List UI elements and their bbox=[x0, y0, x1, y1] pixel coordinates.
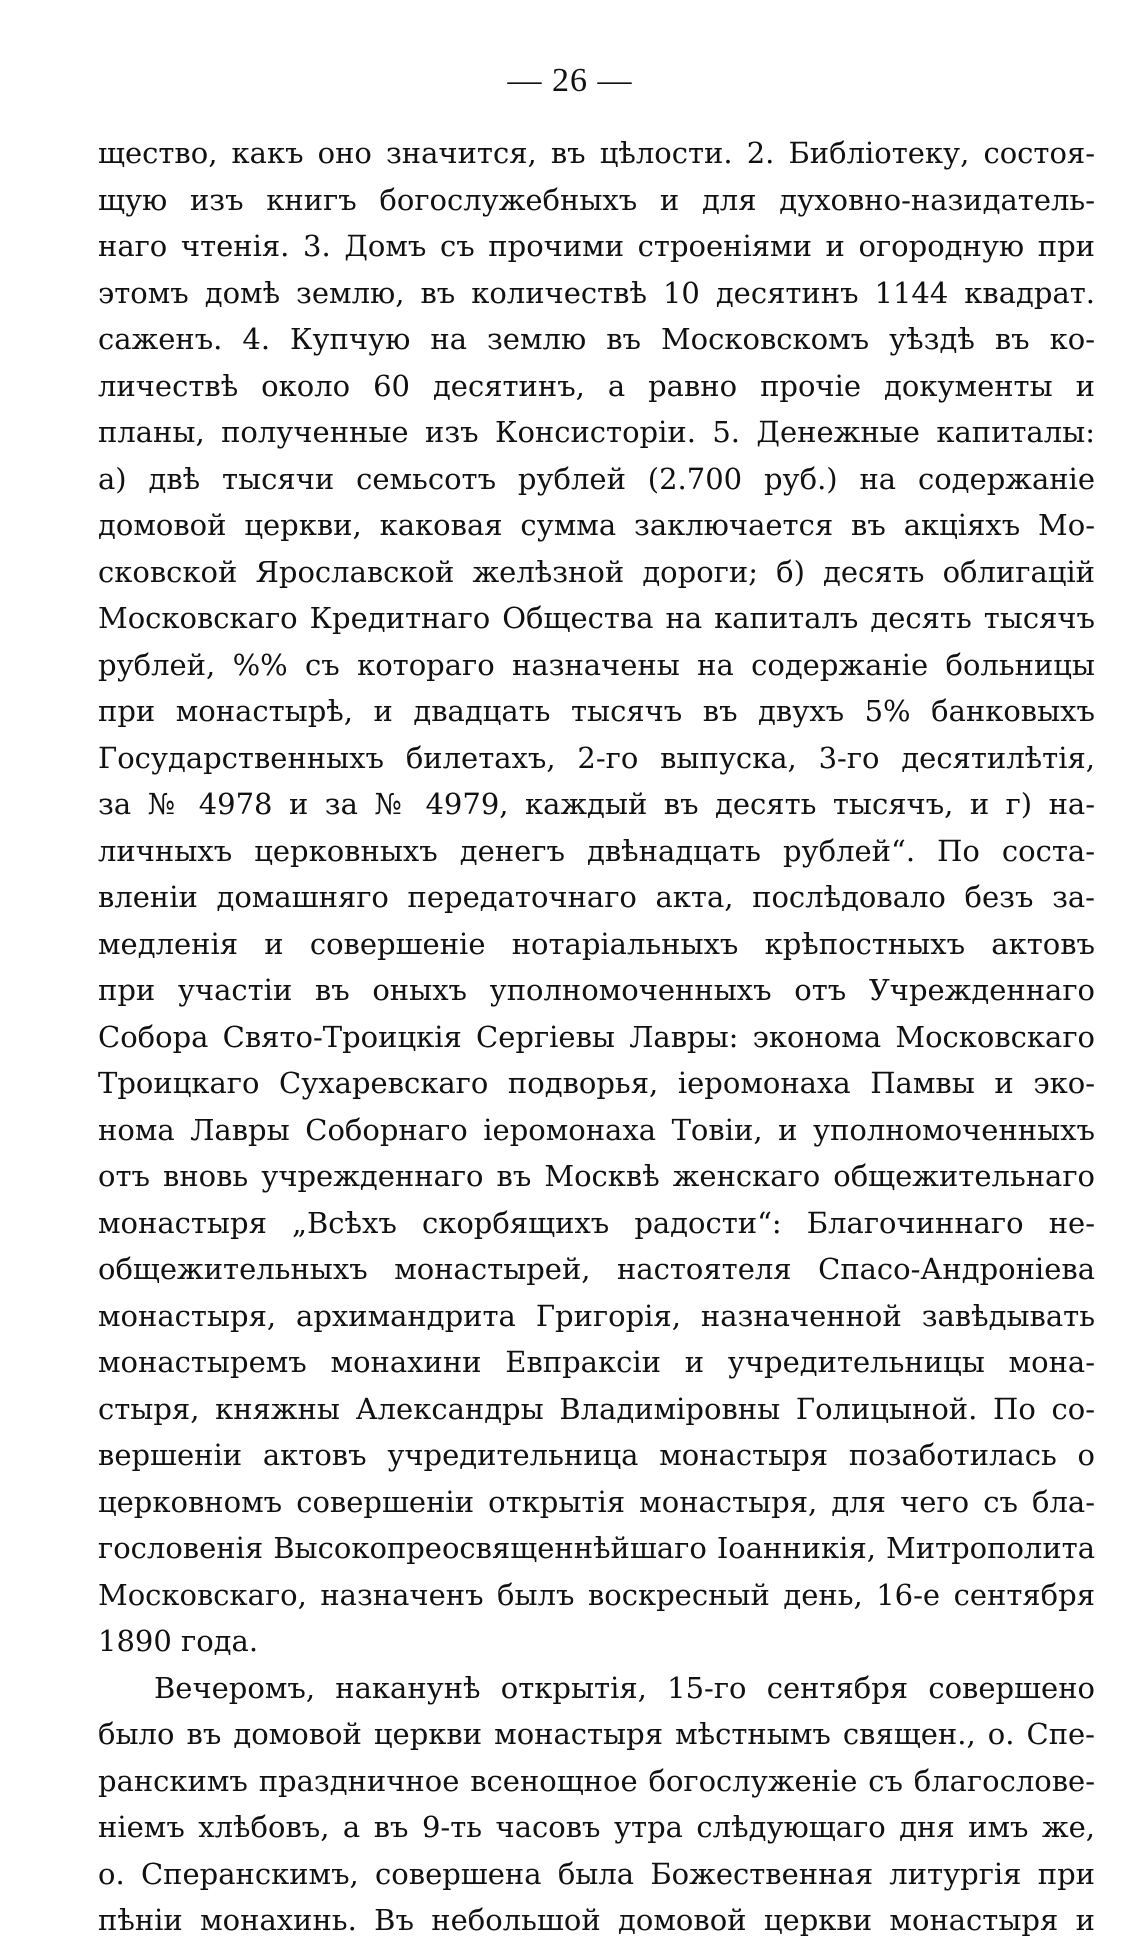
text-line: личныхъ церковныхъ денегъ двѣнадцать рублей“. По соста- bbox=[98, 833, 1095, 868]
text-line: отъ вновь учрежденнаго въ Москвѣ женскаго общежительнаго bbox=[98, 1159, 1095, 1193]
text-line: о. Сперанскимъ, совершена была Божественная литургія при bbox=[98, 1856, 1095, 1891]
body-text bbox=[98, 130, 1095, 1944]
text-line: за № 4978 и за № 4979, каждый въ десять тысячъ, и г) на- bbox=[98, 787, 1095, 821]
text-line: личествѣ около 60 десятинъ, а равно прочіе документы и bbox=[98, 368, 1095, 403]
text-line: Государственныхъ билетахъ, 2-го выпуска, 3-го десятилѣтія, bbox=[98, 740, 1095, 775]
text-line: ранскимъ праздничное всенощное богослуженіе съ благослове- bbox=[98, 1763, 1095, 1798]
text-line: нома Лавры Соборнаго іеромонаха Товіи, и уполномоченныхъ bbox=[98, 1112, 1095, 1147]
text-line: общежительныхъ монастырей, настоятеля Спасо-Андроніева bbox=[98, 1252, 1095, 1286]
text-line: щую изъ книгъ богослужебныхъ и для духовно-назидатель- bbox=[98, 182, 1095, 217]
text-line: при монастырѣ, и двадцать тысячъ въ двухъ 5% банковыхъ bbox=[98, 694, 1095, 728]
text-line: Московскаго, назначенъ былъ воскресный день, 16-е сентября bbox=[98, 1577, 1095, 1612]
text-line: церковномъ совершеніи открытія монастыря, для чего съ бла- bbox=[98, 1484, 1095, 1519]
page-number: — 26 — bbox=[507, 62, 633, 99]
text-line: Вечеромъ, наканунѣ открытія, 15-го сентября совершено bbox=[154, 1670, 1095, 1705]
text-line: домовой церкви, каковая сумма заключается въ акціяхъ Мо- bbox=[98, 508, 1095, 542]
text-line: наго чтенія. 3. Домъ съ прочими строеніями и огородную при bbox=[98, 229, 1095, 263]
text-line: рублей, %% съ котораго назначены на содержаніе больницы bbox=[98, 647, 1095, 682]
text-line: вершеніи актовъ учредительница монастыря позаботилась о bbox=[98, 1438, 1095, 1472]
text-line: стыря, княжны Александры Владиміровны Голицыной. По со- bbox=[98, 1391, 1095, 1426]
text-line: было въ домовой церкви монастыря мѣстнымъ священ., о. Спе- bbox=[98, 1717, 1095, 1751]
text-line: щество, какъ оно значится, въ цѣлости. 2. Библіотеку, состоя- bbox=[98, 136, 1095, 170]
text-line: монастыря „Всѣхъ скорбящихъ радости“: Благочиннаго не- bbox=[98, 1205, 1095, 1240]
text-line: ніемъ хлѣбовъ, а въ 9-ть часовъ утра слѣдующаго дня имъ же, bbox=[98, 1810, 1095, 1844]
text-line: саженъ. 4. Купчую на землю въ Московскомъ уѣздѣ въ ко- bbox=[98, 322, 1095, 356]
text-line: Троицкаго Сухаревскаго подворья, іеромонаха Памвы и эко- bbox=[98, 1066, 1095, 1100]
text-line: планы, полученные изъ Консисторіи. 5. Денежные капиталы: bbox=[98, 415, 1095, 449]
text-line: пѣніи монахинь. Въ небольшой домовой церкви монастыря и bbox=[98, 1903, 1095, 1937]
text-line: сковской Ярославской желѣзной дороги; б) десять облигацій bbox=[98, 554, 1095, 589]
text-line: 1890 года. bbox=[98, 1624, 259, 1658]
text-line: этомъ домѣ землю, въ количествѣ 10 десятинъ 1144 квадрат. bbox=[98, 275, 1095, 310]
text-line: Московскаго Кредитнаго Общества на капиталъ десять тысячъ bbox=[98, 601, 1095, 635]
text-line: а) двѣ тысячи семьсотъ рублей (2.700 руб.) на содержаніе bbox=[98, 461, 1095, 496]
text-line: вленіи домашняго передаточнаго акта, послѣдовало безъ за- bbox=[98, 880, 1095, 914]
text-line: монастыря, архимандрита Григорія, назначенной завѣдывать bbox=[98, 1298, 1095, 1333]
text-line: гословенія Высокопреосвященнѣйшаго Іоанникія, Митрополита bbox=[98, 1531, 1095, 1565]
text-line: Собора Свято-Троицкія Сергіевы Лавры: эконома Московскаго bbox=[98, 1019, 1095, 1054]
text-line: медленія и совершеніе нотаріальныхъ крѣпостныхъ актовъ bbox=[98, 926, 1095, 961]
text-line: монастыремъ монахини Евпраксіи и учредительницы мона- bbox=[98, 1345, 1095, 1379]
text-line: при участіи въ оныхъ уполномоченныхъ отъ Учрежденнаго bbox=[98, 973, 1095, 1007]
